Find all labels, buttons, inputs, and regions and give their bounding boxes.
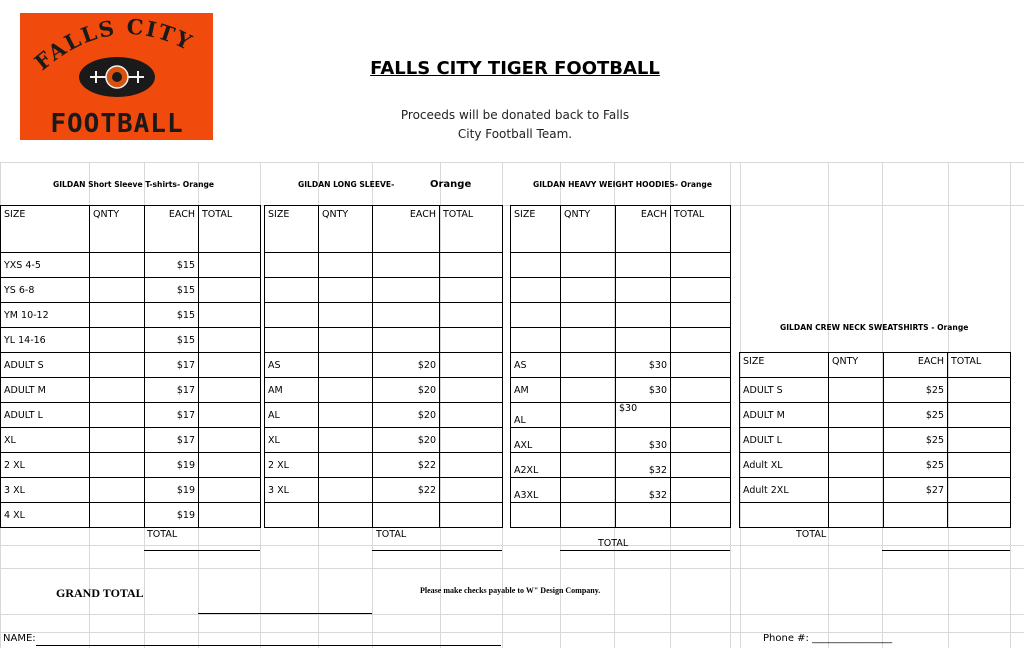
table-row — [1, 428, 261, 453]
qnty-input[interactable] — [829, 378, 884, 403]
longsleeve-color: Orange — [430, 179, 472, 190]
table-row — [511, 478, 731, 503]
table-row — [1, 503, 261, 528]
total-cell[interactable] — [671, 253, 731, 278]
size-cell: AS — [511, 353, 561, 378]
total-cell[interactable] — [440, 353, 503, 378]
size-cell: ADULT M — [740, 403, 829, 428]
qnty-input[interactable] — [319, 328, 373, 353]
price-cell: $17 — [145, 403, 199, 428]
table-row — [740, 478, 1011, 503]
size-cell: AM — [265, 378, 319, 403]
grid-row-line — [0, 614, 1024, 615]
price-cell: $19 — [145, 478, 199, 503]
qnty-input[interactable] — [90, 403, 145, 428]
qnty-input[interactable] — [90, 278, 145, 303]
price-cell: $25 — [884, 403, 948, 428]
grand-total-field[interactable] — [198, 613, 372, 614]
price-cell: $25 — [884, 428, 948, 453]
price-cell: $19 — [145, 453, 199, 478]
size-cell: AM — [511, 378, 561, 403]
grid-row-line — [0, 545, 1024, 546]
table-row — [1, 353, 261, 378]
price-cell — [373, 253, 440, 278]
hoodies-order-table — [510, 205, 731, 528]
qnty-input[interactable] — [319, 278, 373, 303]
price-cell: $27 — [884, 478, 948, 503]
size-cell: A2XL — [511, 453, 561, 478]
price-cell — [616, 253, 671, 278]
size-cell — [511, 503, 561, 528]
size-cell: YS 6-8 — [1, 278, 90, 303]
checks-payable-note: Please make checks payable to W" Design Company. — [420, 586, 601, 595]
total-cell[interactable] — [948, 378, 1011, 403]
qnty-input[interactable] — [829, 478, 884, 503]
table-row — [740, 428, 1011, 453]
table-row — [1, 478, 261, 503]
size-cell: ADULT L — [740, 428, 829, 453]
qnty-input[interactable] — [829, 428, 884, 453]
hoodies-total-line — [560, 550, 730, 551]
price-cell: $15 — [145, 253, 199, 278]
table-header-row — [1, 206, 261, 253]
size-cell: AXL — [511, 428, 561, 453]
tshirts-title: GILDAN Short Sleeve T-shirts- Orange — [53, 180, 215, 189]
table-row — [265, 303, 503, 328]
table-row — [511, 453, 731, 478]
phone-label: Phone #: ________________ — [763, 633, 893, 644]
size-cell: 2 XL — [265, 453, 319, 478]
qnty-input[interactable] — [561, 403, 616, 428]
header-size: SIZE — [265, 206, 319, 253]
header-total: TOTAL — [440, 206, 503, 253]
total-cell[interactable] — [440, 403, 503, 428]
total-cell[interactable] — [440, 278, 503, 303]
total-cell[interactable] — [440, 428, 503, 453]
qnty-input[interactable] — [829, 453, 884, 478]
price-cell: $20 — [373, 378, 440, 403]
total-cell[interactable] — [948, 403, 1011, 428]
total-cell[interactable] — [671, 503, 731, 528]
total-cell[interactable] — [671, 403, 731, 428]
size-cell: YXS 4-5 — [1, 253, 90, 278]
table-row — [740, 378, 1011, 403]
total-cell[interactable] — [199, 453, 261, 478]
qnty-input[interactable] — [90, 428, 145, 453]
size-cell: Adult XL — [740, 453, 829, 478]
size-cell: 3 XL — [1, 478, 90, 503]
size-cell — [511, 328, 561, 353]
size-cell: AS — [265, 353, 319, 378]
price-cell — [373, 503, 440, 528]
svg-text:FALLS CITY: FALLS CITY — [29, 13, 198, 75]
price-cell: $32 — [616, 453, 671, 478]
table-header-row — [740, 353, 1011, 378]
size-cell: ADULT S — [740, 378, 829, 403]
total-cell[interactable] — [671, 428, 731, 453]
size-cell — [265, 278, 319, 303]
table-row — [511, 378, 731, 403]
size-cell — [511, 253, 561, 278]
size-cell: YL 14-16 — [1, 328, 90, 353]
size-cell — [265, 328, 319, 353]
price-cell: $30 — [616, 403, 671, 428]
header-each: EACH — [884, 353, 948, 378]
price-cell — [616, 278, 671, 303]
header-size: SIZE — [511, 206, 561, 253]
size-cell: XL — [1, 428, 90, 453]
crewneck-total-label: TOTAL — [796, 529, 827, 540]
longsleeve-total-line — [372, 550, 502, 551]
size-cell: A3XL — [511, 478, 561, 503]
qnty-input[interactable] — [561, 378, 616, 403]
total-cell[interactable] — [671, 478, 731, 503]
price-cell: $22 — [373, 453, 440, 478]
table-row — [265, 428, 503, 453]
qnty-input[interactable] — [561, 453, 616, 478]
total-cell[interactable] — [948, 428, 1011, 453]
qnty-input[interactable] — [90, 453, 145, 478]
table-row — [265, 453, 503, 478]
price-cell — [373, 278, 440, 303]
table-row — [740, 503, 1011, 528]
size-cell: Adult 2XL — [740, 478, 829, 503]
grand-total-label: GRAND TOTAL — [56, 586, 144, 600]
qnty-input[interactable] — [561, 478, 616, 503]
header-total: TOTAL — [948, 353, 1011, 378]
price-cell: $20 — [373, 428, 440, 453]
table-row — [1, 303, 261, 328]
size-cell — [265, 303, 319, 328]
qnty-input[interactable] — [829, 503, 884, 528]
total-cell[interactable] — [948, 453, 1011, 478]
table-header-row — [265, 206, 503, 253]
table-row — [511, 303, 731, 328]
size-cell — [740, 503, 829, 528]
price-cell — [373, 328, 440, 353]
qnty-input[interactable] — [90, 378, 145, 403]
price-cell: $17 — [145, 353, 199, 378]
qnty-input[interactable] — [319, 478, 373, 503]
price-cell: $17 — [145, 428, 199, 453]
qnty-input[interactable] — [319, 353, 373, 378]
qnty-input[interactable] — [561, 428, 616, 453]
hoodies-total-label: TOTAL — [598, 538, 629, 549]
total-cell[interactable] — [199, 328, 261, 353]
total-cell[interactable] — [199, 253, 261, 278]
tshirts-total-label: TOTAL — [147, 529, 178, 540]
total-cell[interactable] — [199, 503, 261, 528]
table-row — [265, 328, 503, 353]
table-row — [265, 253, 503, 278]
total-cell[interactable] — [948, 478, 1011, 503]
header-size: SIZE — [1, 206, 90, 253]
total-cell[interactable] — [440, 253, 503, 278]
price-cell: $30 — [616, 378, 671, 403]
size-cell: 3 XL — [265, 478, 319, 503]
qnty-input[interactable] — [90, 503, 145, 528]
total-cell[interactable] — [440, 328, 503, 353]
table-row — [511, 403, 731, 428]
header-each: EACH — [145, 206, 199, 253]
tshirts-total-line — [144, 550, 260, 551]
total-cell[interactable] — [199, 353, 261, 378]
grid-row-line — [0, 568, 1024, 569]
header-qnty: QNTY — [90, 206, 145, 253]
crewneck-title: GILDAN CREW NECK SWEATSHIRTS - Orange — [780, 323, 969, 332]
price-cell: $30 — [616, 353, 671, 378]
price-cell — [884, 503, 948, 528]
size-cell: 2 XL — [1, 453, 90, 478]
table-row — [1, 453, 261, 478]
total-cell[interactable] — [671, 453, 731, 478]
price-cell: $25 — [884, 378, 948, 403]
price-cell: $22 — [373, 478, 440, 503]
table-row — [1, 253, 261, 278]
price-cell: $20 — [373, 353, 440, 378]
qnty-input[interactable] — [319, 253, 373, 278]
total-cell[interactable] — [199, 278, 261, 303]
longsleeve-total-label: TOTAL — [376, 529, 407, 540]
price-cell: $25 — [884, 453, 948, 478]
size-cell — [511, 303, 561, 328]
size-cell: ADULT S — [1, 353, 90, 378]
table-row — [740, 403, 1011, 428]
header-size: SIZE — [740, 353, 829, 378]
longsleeve-order-table — [264, 205, 503, 528]
total-cell[interactable] — [440, 478, 503, 503]
price-cell: $15 — [145, 328, 199, 353]
size-cell — [511, 278, 561, 303]
price-cell — [373, 303, 440, 328]
header-each: EACH — [373, 206, 440, 253]
table-row — [1, 378, 261, 403]
size-cell: XL — [265, 428, 319, 453]
size-cell: ADULT L — [1, 403, 90, 428]
table-row — [265, 503, 503, 528]
qnty-input[interactable] — [319, 378, 373, 403]
table-row — [1, 278, 261, 303]
table-row — [511, 503, 731, 528]
size-cell — [265, 253, 319, 278]
table-row — [265, 353, 503, 378]
price-cell: $30 — [616, 428, 671, 453]
qnty-input[interactable] — [90, 353, 145, 378]
qnty-input[interactable] — [90, 303, 145, 328]
table-row — [1, 328, 261, 353]
crewneck-order-table — [739, 352, 1011, 528]
qnty-input[interactable] — [90, 328, 145, 353]
falls-city-football-logo — [20, 13, 213, 140]
table-row — [265, 478, 503, 503]
qnty-input[interactable] — [561, 353, 616, 378]
header-total: TOTAL — [671, 206, 731, 253]
qnty-input[interactable] — [90, 253, 145, 278]
qnty-input[interactable] — [319, 303, 373, 328]
qnty-input[interactable] — [90, 478, 145, 503]
hoodies-title: GILDAN HEAVY WEIGHT HOODIES- Orange — [533, 180, 712, 189]
size-cell: YM 10-12 — [1, 303, 90, 328]
total-cell[interactable] — [440, 303, 503, 328]
note-line-1: Proceeds will be donated back to Falls — [400, 108, 630, 122]
table-header-row — [511, 206, 731, 253]
price-cell: $19 — [145, 503, 199, 528]
total-cell[interactable] — [199, 303, 261, 328]
price-cell: $32 — [616, 478, 671, 503]
qnty-input[interactable] — [561, 328, 616, 353]
table-row — [265, 278, 503, 303]
table-row — [511, 328, 731, 353]
grid-row-line — [0, 162, 1024, 163]
total-cell[interactable] — [440, 378, 503, 403]
header-qnty: QNTY — [561, 206, 616, 253]
table-row — [511, 353, 731, 378]
name-field[interactable] — [36, 645, 501, 646]
table-row — [511, 253, 731, 278]
size-cell: AL — [511, 403, 561, 428]
size-cell: 4 XL — [1, 503, 90, 528]
size-cell: ADULT M — [1, 378, 90, 403]
qnty-input[interactable] — [319, 403, 373, 428]
total-cell[interactable] — [671, 378, 731, 403]
qnty-input[interactable] — [319, 428, 373, 453]
table-row — [740, 453, 1011, 478]
qnty-input[interactable] — [561, 253, 616, 278]
total-cell[interactable] — [671, 328, 731, 353]
table-row — [511, 428, 731, 453]
total-cell[interactable] — [199, 428, 261, 453]
price-cell: $15 — [145, 278, 199, 303]
table-row — [265, 378, 503, 403]
qnty-input[interactable] — [319, 453, 373, 478]
price-cell — [616, 303, 671, 328]
qnty-input[interactable] — [561, 503, 616, 528]
note-line-2: City Football Team. — [457, 127, 573, 141]
price-cell — [616, 328, 671, 353]
header-qnty: QNTY — [829, 353, 884, 378]
total-cell[interactable] — [199, 403, 261, 428]
page-title: FALLS CITY TIGER FOOTBALL — [370, 58, 660, 79]
qnty-input[interactable] — [829, 403, 884, 428]
svg-text:FOOTBALL: FOOTBALL — [50, 109, 184, 139]
size-cell — [265, 503, 319, 528]
name-label: NAME: — [3, 633, 36, 644]
crewneck-total-line — [882, 550, 1010, 551]
total-cell[interactable] — [948, 503, 1011, 528]
total-cell[interactable] — [671, 353, 731, 378]
price-cell: $15 — [145, 303, 199, 328]
total-cell[interactable] — [440, 503, 503, 528]
total-cell[interactable] — [199, 378, 261, 403]
qnty-input[interactable] — [561, 278, 616, 303]
longsleeve-title: GILDAN LONG SLEEVE- — [298, 180, 395, 189]
header-qnty: QNTY — [319, 206, 373, 253]
table-row — [511, 278, 731, 303]
price-cell — [616, 503, 671, 528]
table-row — [265, 403, 503, 428]
total-cell[interactable] — [199, 478, 261, 503]
price-cell: $20 — [373, 403, 440, 428]
total-cell[interactable] — [440, 453, 503, 478]
total-cell[interactable] — [671, 303, 731, 328]
price-cell: $17 — [145, 378, 199, 403]
total-cell[interactable] — [671, 278, 731, 303]
qnty-input[interactable] — [319, 503, 373, 528]
tshirts-order-table — [0, 205, 261, 528]
header-total: TOTAL — [199, 206, 261, 253]
table-row — [1, 403, 261, 428]
qnty-input[interactable] — [561, 303, 616, 328]
header-each: EACH — [616, 206, 671, 253]
size-cell: AL — [265, 403, 319, 428]
